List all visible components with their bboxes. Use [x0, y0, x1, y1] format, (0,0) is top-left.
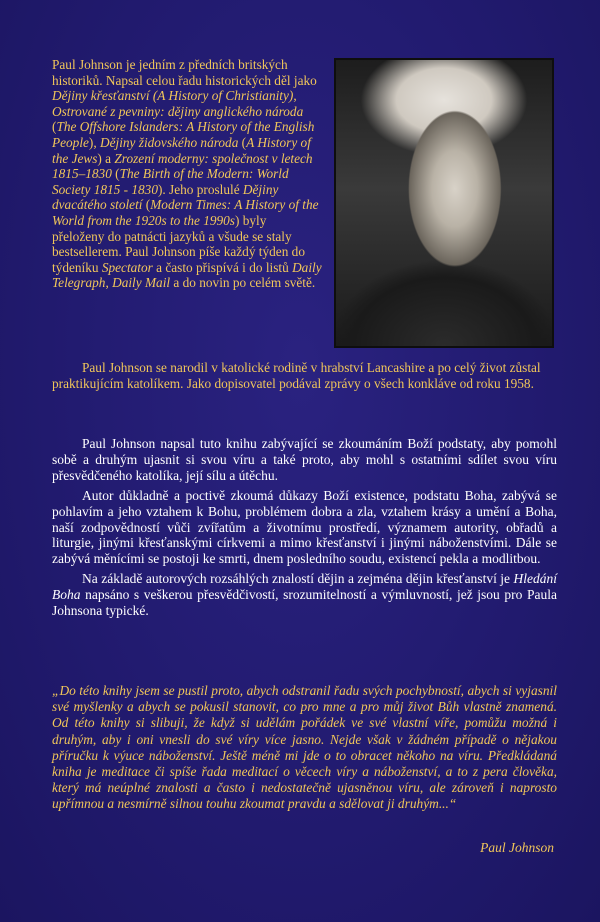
author-bio-continued: Paul Johnson se narodil v katolické rodině v hrabství Lancashire a po celý život zůstal praktikujícím katolíkem. Jako dopisovatel podával zprávy o všech konkláve od roku 1958.	[52, 360, 541, 391]
description-paragraph-1: Paul Johnson napsal tuto knihu zabývající se zkoumáním Boží podstaty, aby pomohl sobě a druhým ujasnit si svou víru a také proto, aby mohl s ostatními sdílet svou víru přesvědčeného katolíka, její sílu a útěchu.	[52, 436, 557, 483]
italic-title: Zrození moderny: společnost v letech 1815–1830	[52, 150, 313, 182]
italic-title: Hledání Boha	[52, 571, 557, 603]
italic-title: Spectator	[101, 259, 153, 275]
italic-title: Dějiny židovského národa	[100, 134, 239, 150]
quote-signature: Paul Johnson	[480, 840, 554, 855]
author-quote: „Do této knihy jsem se pustil proto, abych odstranil řadu svých pochybností, abych si vyjasnil své myšlenky a abych se pokusil stanovit, co pro mne a pro můj život Bůh vlastně znamená. Od této knihy si slibuji, že když si udělám pořádek ve své vlastní víře, pomůžu možná i druhým, aby i oni vnesli do své víry více jasno. Nejde však v žádném případě o nějakou příručku k výuce náboženství. Ještě méně mi jde o to obracet někoho na víru. Předkládaná kniha je meditace či spíše řada meditací o věcech víry a náboženství, a to z pera člověka, který má neúplné znalosti a často i nedostatečně ujasněnou víru, ale zároveň i naprosto upřímnou a nesmírně silnou touhu zkoumat pravdu a sdělovat ji druhým...“	[52, 683, 557, 812]
author-portrait-photo	[334, 58, 554, 348]
italic-title: The Offshore Islanders: A History of the English People	[52, 119, 315, 150]
description-paragraph-2: Autor důkladně a poctivě zkoumá důkazy Boží existence, podstatu Boha, zabývá se pohlavím a jeho vztahem k Bohu, problémem dobra a zla, vztahem krásy a umění a Boha, naší zodpovědností vůči zvířatům a životnímu prostředí, významem autority, obřadů a liturgie, jinými křesťanskými církvemi a mimo křesťanství i jinými náboženstvími. Dále se zabývá měnícími se postoji ke smrti, dnem posledního soudu, existencí pekla a modlitbou.	[52, 487, 557, 567]
book-description	[52, 436, 557, 623]
description-paragraph-3: Na základě autorových rozsáhlých znalostí dějin a zejména dějin křesťanství je Hledání Boha napsáno s veškerou přesvědčivostí, srozumitelností a výmluvností, jež jsou pro Paula Johnsona typické.	[52, 571, 557, 619]
italic-title: Dějiny dvacátého století	[52, 181, 279, 213]
italic-title: Dějiny křesťanství (A History of Christianity)	[52, 88, 294, 104]
italic-title: Daily Telegraph	[52, 259, 322, 291]
italic-title: The Birth of the Modern: World Society 1815 - 1830	[52, 166, 289, 197]
italic-title: Modern Times: A History of the World from the 1920s to the 1990s	[52, 197, 319, 228]
italic-title: Ostrované z pevniny: dějiny anglického národa	[52, 103, 304, 119]
italic-title: A History of the Jews	[52, 134, 311, 166]
author-bio	[52, 57, 322, 291]
italic-title: Daily Mail	[112, 275, 171, 291]
author-bio-paragraph: Paul Johnson je jedním z předních britských historiků. Napsal celou řadu historických děl jako Dějiny křesťanství (A History of Christianity), Ostrované z pevniny: dějiny anglického národa (The Offshore Islanders: A History of the English People), Dějiny židovského národa (A History of the Jews) a Zrození moderny: společnost v letech 1815–1830 (The Birth of the Modern: World Society 1815 - 1830). Jeho proslulé Dějiny dvacátého století (Modern Times: A History of the World from the 1920s to the 1990s) byly přeloženy do patnácti jazyků a všude se staly bestsellerem. Paul Johnson píše každý týden do týdeníku Spectator a často přispívá i do listů Daily Telegraph, Daily Mail a do novin po celém světě.	[52, 57, 322, 291]
